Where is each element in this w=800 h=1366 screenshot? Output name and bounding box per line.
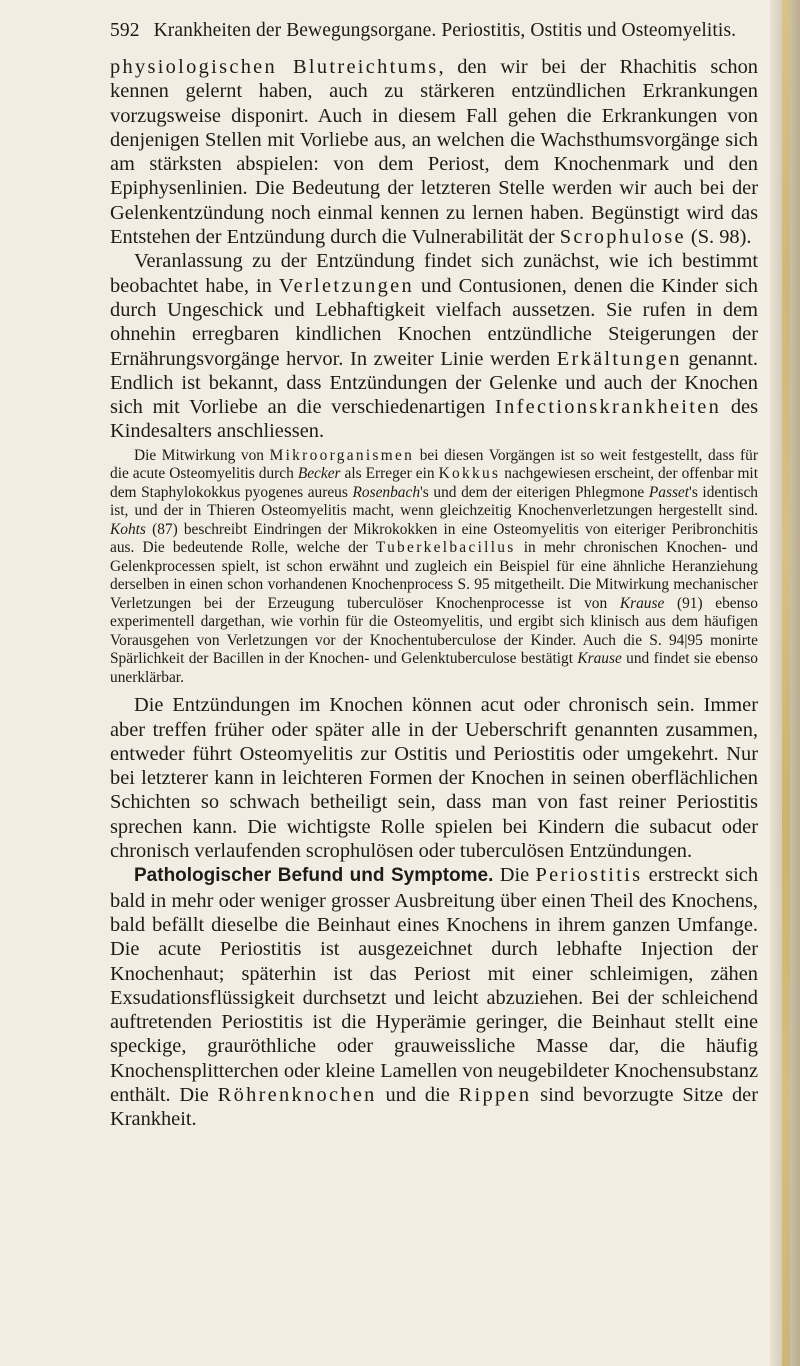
emphasis-text: Kokkus: [438, 465, 501, 483]
text-run: und die: [376, 1084, 459, 1106]
author-name: Krause: [619, 594, 665, 612]
emphasis-text: Scrophulose: [559, 226, 686, 249]
text-run: 's und dem der eiterigen Phlegmone: [420, 483, 649, 501]
page-header: [110, 20, 750, 42]
paragraph-4: [110, 863, 758, 1131]
text-run: (91) ebenso experimentell dargethan, wie vorhin für die Osteomyelitis, und ergibt sich klinisch aus dem häufigen Vorausgehen von Verletzungen vor der Knochentuberculose der Kinder. Auch die S. 94|95 monirte Spärlichkeit der Bacillen in der Knochen- und Gelenktuberculose bestätigt: [110, 594, 758, 668]
text-run: sind bevorzugte Sitze der Krankheit.: [110, 1084, 758, 1131]
text-run: und findet sie ebenso unerklärbar.: [110, 650, 758, 686]
page-number: 592: [110, 20, 140, 41]
text-run: , den wir bei der Rhachitis schon kennen gelernt haben, auch zu stärkeren entzündlichen Erkrankungen vorzugsweise disponirt. Auch in diesem Fall gehen die Erkrankungen von denjenigen Stellen mit Vorliebe aus, an welchen die Wachsthumsvorgänge sich am stärksten abspielen: von dem Periost, dem Knochenmark und den Epiphysenlinien. Die Bedeutung der letzteren Stelle werden wir auch bei der Gelenkentzündung noch einmal kennen zu lernen haben. Begünstigt wird das Entstehen der Entzündung durch die Vulnerabilität der: [110, 56, 758, 249]
author-name: Krause: [577, 650, 622, 668]
text-run: genannt. Endlich ist bekannt, dass Entzündungen der Gelenke und auch der Knochen sich mit Vorliebe an die verschiedenartigen: [110, 347, 759, 419]
paragraph-3: Die Entzündungen im Knochen können acut oder chronisch sein. Immer aber treffen früher oder später alle in der Ueberschrift genannten zusammen, entweder führt Osteomyelitis zur Ostitis und Periostitis oder umgekehrt. Nur bei letzterer kann in leichteren Formen der Knochen in seinen oberflächlichen Schichten so schwach betheiligt sein, dass man von fast reiner Periostitis sprechen kann. Die wichtigste Rolle spielen bei Kindern die subacut oder chronisch verlaufenden scrophulösen oder tuberculösen Entzündungen.: [110, 694, 758, 863]
text-run: bei diesen Vorgängen ist so weit festgestellt, dass für die acute Osteomyelitis durch: [110, 446, 758, 483]
text-run: nachgewiesen erscheint, der offenbar mit dem Staphylokokkus pyogenes aureus: [110, 465, 758, 501]
text-run: (S. 98).: [685, 226, 752, 249]
emphasis-text: Röhrenknochen: [217, 1084, 377, 1106]
emphasis-text: Rippen: [458, 1084, 532, 1106]
small-print-note: [110, 447, 758, 688]
text-run: als Erreger ein: [340, 465, 439, 483]
paragraph-1: [110, 55, 758, 249]
emphasis-text: Infectionskrankheiten: [494, 396, 722, 419]
text-run: Die: [493, 864, 536, 887]
text-run: erstreckt sich bald in mehr oder weniger grosser Ausbreitung über einen Theil des Knochens, bald befällt dieselbe die Beinhaut eines Knochens in ihrem ganzen Umfange. Die acute Periostitis ist ausgezeichnet durch lebhafte Injection der Knochenhaut; späterhin ist das Periost mit einer schleimigen, zähen Exsudationsflüssigkeit durchsetzt und leicht abzuziehen. Bei der schleichend auftretenden Periostitis ist die Hyperämie geringer, die Beinhaut stellt eine speckige, grauröthliche oder grauweissliche Masse dar, die häufig Knochensplitterchen oder kleine Lamellen von neugebildeter Knochensubstanz enthält. Die: [110, 864, 759, 1106]
section-heading: Pathologischer Befund und Symptome.: [134, 865, 494, 887]
text-run: in mehr chronischen Knochen- und Gelenkprocessen spielt, ist schon erwähnt und zugleich ein Beispiel für eine ähnliche Heranziehung derselben in einen schon vorhandenen Knochenprocess S. 95 mitgetheilt. Die Mitwirkung mechanischer Verletzungen bei der Erzeugung tuberculöser Knochenprocesse ist von: [110, 539, 758, 612]
author-name: Becker: [297, 465, 341, 483]
author-name: Passet: [648, 483, 690, 501]
text-run: Veranlassung zu der Entzündung findet sich zunächst, wie ich bestimmt beobachtet habe, in: [110, 250, 758, 297]
text-run: und Contusionen, denen die Kinder sich durch Ungeschick und Lebhaftigkeit vielfach aussetzen. Sie rufen in dem ohnehin erregbaren kindlichen Knochen entzündliche Steigerungen der Ernährungsvorgänge hervor. In zweiter Linie werden: [110, 274, 758, 370]
emphasis-text: Tuberkelbacillus: [375, 539, 516, 557]
text-run: des Kindesalters anschliessen.: [110, 396, 759, 443]
gilt-edge: [782, 0, 790, 1366]
paragraph-2: [110, 249, 758, 443]
page-body: [110, 55, 758, 1132]
author-name: Rosenbach: [352, 483, 421, 501]
author-name: Kohts: [110, 520, 146, 538]
emphasis-text: physiologischen Blutreichtums: [110, 56, 439, 78]
running-title: Krankheiten der Bewegungsorgane. Periostitis, Ostitis und Osteomyelitis.: [153, 20, 737, 41]
text-run: Die Mitwirkung von: [134, 446, 270, 464]
emphasis-text: Mikroorganismen: [269, 446, 415, 464]
emphasis-text: Erkältungen: [556, 347, 682, 370]
text-run: (87) beschreibt Eindringen der Mikrokokken in eine Osteomyelitis von eiteriger Peribronchitis aus. Die bedeutende Rolle, welche der: [110, 520, 758, 557]
emphasis-text: Periostitis: [535, 864, 643, 887]
text-run: 's identisch ist, und der in Thieren Osteomyelitis macht, wenn gleichzeitig Knochenverletzungen hergestellt sind.: [110, 483, 758, 520]
emphasis-text: Verletzungen: [278, 274, 415, 297]
book-spine-edge: [770, 0, 800, 1366]
